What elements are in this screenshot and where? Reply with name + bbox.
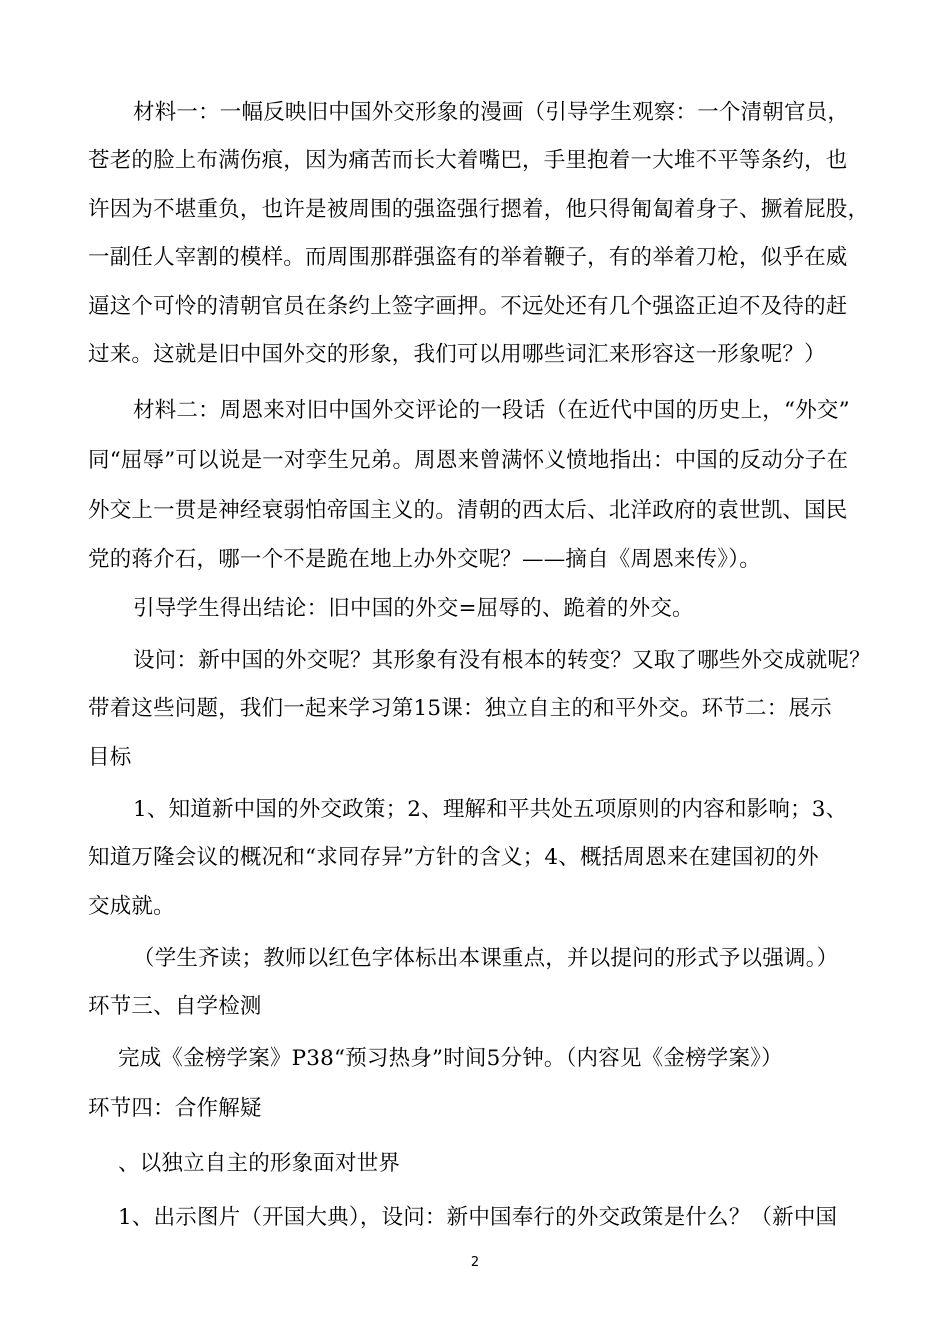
text-line: 设问：新中国的外交呢？其形象有没有根本的转变？又取了哪些外交成就呢？ bbox=[133, 648, 871, 673]
subsection-heading: 、以独立自主的形象面对世界 bbox=[118, 1151, 401, 1176]
text-line: 完成《金榜学案》P38“预习热身”时间5分钟。（内容见《金榜学案》） bbox=[118, 1046, 783, 1071]
section-heading: 环节三、自学检测 bbox=[88, 994, 262, 1019]
text-line: 交成就。 bbox=[88, 894, 175, 919]
text-line: 引导学生得出结论：旧中国的外交=屈辱的、跪着的外交。 bbox=[133, 596, 694, 621]
text-line: 1、出示图片（开国大典），设问：新中国奉行的外交政策是什么？（新中国 bbox=[118, 1205, 838, 1230]
text-line: 带着这些问题，我们一起来学习第15课：独立自主的和平外交。环节二：展示 bbox=[88, 696, 832, 721]
text-line: 逼这个可怜的清朝官员在条约上签字画押。不远处还有几个强盗正迫不及待的赶 bbox=[88, 294, 848, 319]
text-line: 知道万隆会议的概况和“求同存异”方针的含义；4、概括周恩来在建国初的外 bbox=[88, 845, 819, 870]
text-line: 目标 bbox=[88, 745, 132, 770]
text-line: 材料一：一幅反映旧中国外交形象的漫画（引导学生观察：一个清朝官员， bbox=[133, 100, 850, 125]
text-line: 1、知道新中国的外交政策；2、理解和平共处五项原则的内容和影响；3、 bbox=[133, 797, 848, 822]
text-line: （学生齐读；教师以红色字体标出本课重点，并以提问的形式予以强调。） bbox=[133, 946, 839, 971]
text-line: 材料二：周恩来对旧中国外交评论的一段话（在近代中国的历史上，“外交” bbox=[133, 398, 850, 423]
page-number: 2 bbox=[470, 1255, 480, 1270]
text-line: 党的蒋介石，哪一个不是跪在地上办外交呢？——摘自《周恩来传》）。 bbox=[88, 547, 761, 572]
text-line: 过来。这就是旧中国外交的形象，我们可以用哪些词汇来形容这一形象呢？） bbox=[88, 342, 826, 367]
text-line: 许因为不堪重负，也许是被周围的强盗强行摁着，他只得匍匐着身子、撅着屁股， bbox=[88, 197, 870, 222]
text-line: 外交上一贯是神经衰弱怕帝国主义的。清朝的西太后、北洋政府的袁世凯、国民 bbox=[88, 498, 848, 523]
text-line: 一副任人宰割的模样。而周围那群强盗有的举着鞭子，有的举着刀枪，似乎在威 bbox=[88, 245, 848, 270]
text-line: 同“屈辱”可以说是一对孪生兄弟。周恩来曾满怀义愤地指出：中国的反动分子在 bbox=[88, 448, 849, 473]
text-line: 苍老的脸上布满伤痕，因为痛苦而长大着嘴巴，手里抱着一大堆不平等条约，也 bbox=[88, 148, 848, 173]
section-heading: 环节四：合作解疑 bbox=[88, 1096, 262, 1121]
